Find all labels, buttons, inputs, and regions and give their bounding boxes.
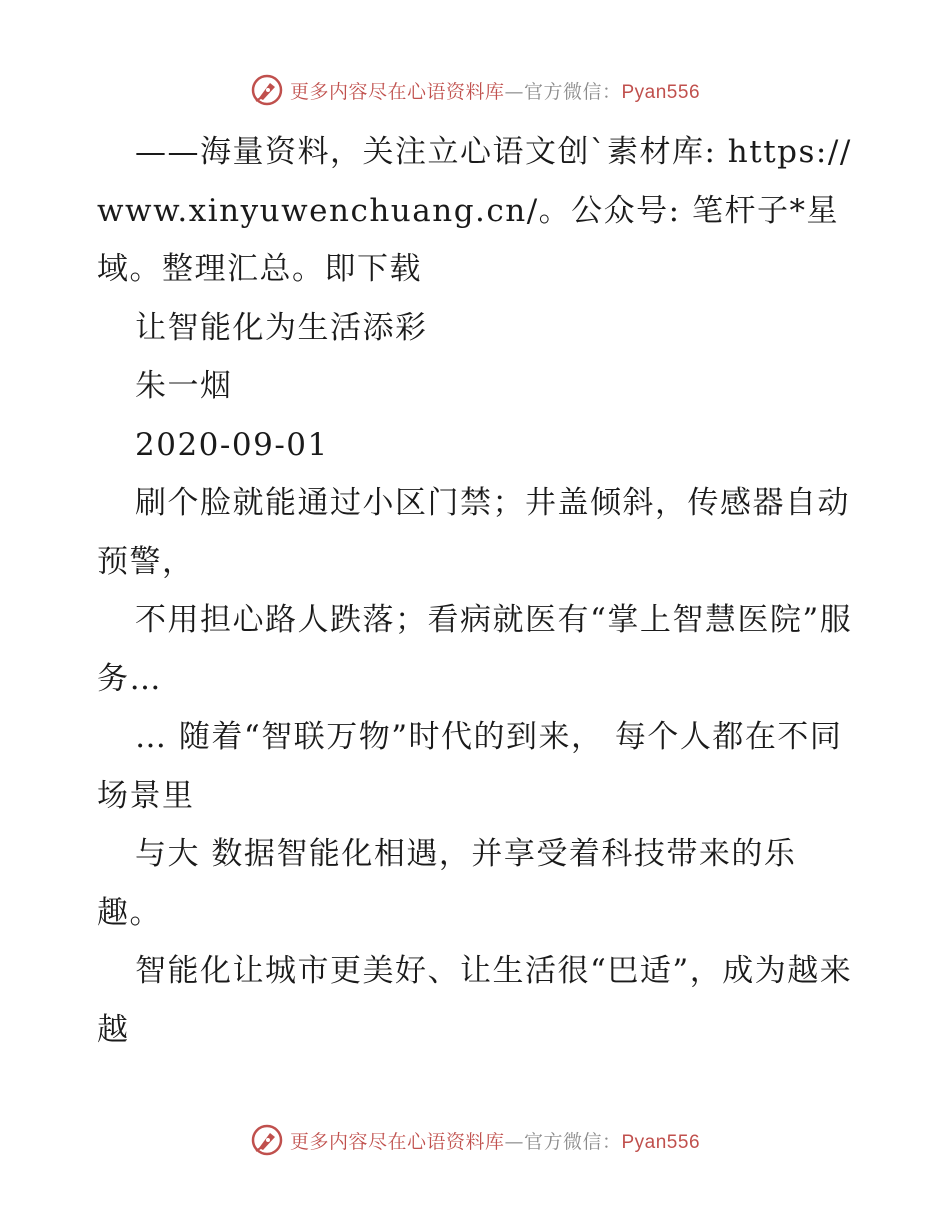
banner-wechat-label: 官方微信： [523, 1130, 622, 1153]
pen-nib-circle-icon [250, 73, 284, 107]
article-date: 2020-09-01 [135, 426, 329, 463]
banner-text [290, 77, 700, 104]
intro-paragraph: ——海量资料，关注立心语文创`素材库: https://www.xinyuwenchuang.cn/。公众号: 笔杆子*星域。整理汇总。即下载 [97, 134, 852, 287]
body-paragraph: 刷个脸就能通过小区门禁；井盖倾斜，传感器自动预警， [97, 485, 850, 580]
pen-nib-circle-icon [250, 1123, 284, 1157]
header-banner [0, 70, 950, 110]
footer-banner [0, 1120, 950, 1160]
banner-wechat-label: 官方微信： [523, 80, 622, 103]
banner-wechat-id: Pyan556 [621, 81, 701, 103]
body-paragraph: 不用担心路人跌落；看病就医有“掌上智慧医院”服务… [97, 602, 853, 697]
banner-dash: — [504, 80, 524, 103]
article-title: 让智能化为生活添彩 [135, 309, 428, 346]
banner-dash: — [504, 1130, 524, 1153]
body-paragraph: 与大 数据智能化相遇，并享受着科技带来的乐趣。 [97, 836, 797, 931]
banner-wechat-id: Pyan556 [621, 1131, 701, 1153]
document-body [97, 123, 857, 1059]
body-paragraph: … 随着“智联万物”时代的到来， 每个人都在不同场景里 [97, 719, 843, 814]
banner-main-text: 更多内容尽在心语资料库 [289, 1130, 505, 1153]
body-paragraph: 智能化让城市更美好、让生活很“巴适”，成为越来越 [97, 953, 853, 1048]
article-author: 朱一烟 [135, 368, 233, 404]
banner-main-text: 更多内容尽在心语资料库 [289, 80, 505, 103]
banner-text [290, 1127, 700, 1154]
